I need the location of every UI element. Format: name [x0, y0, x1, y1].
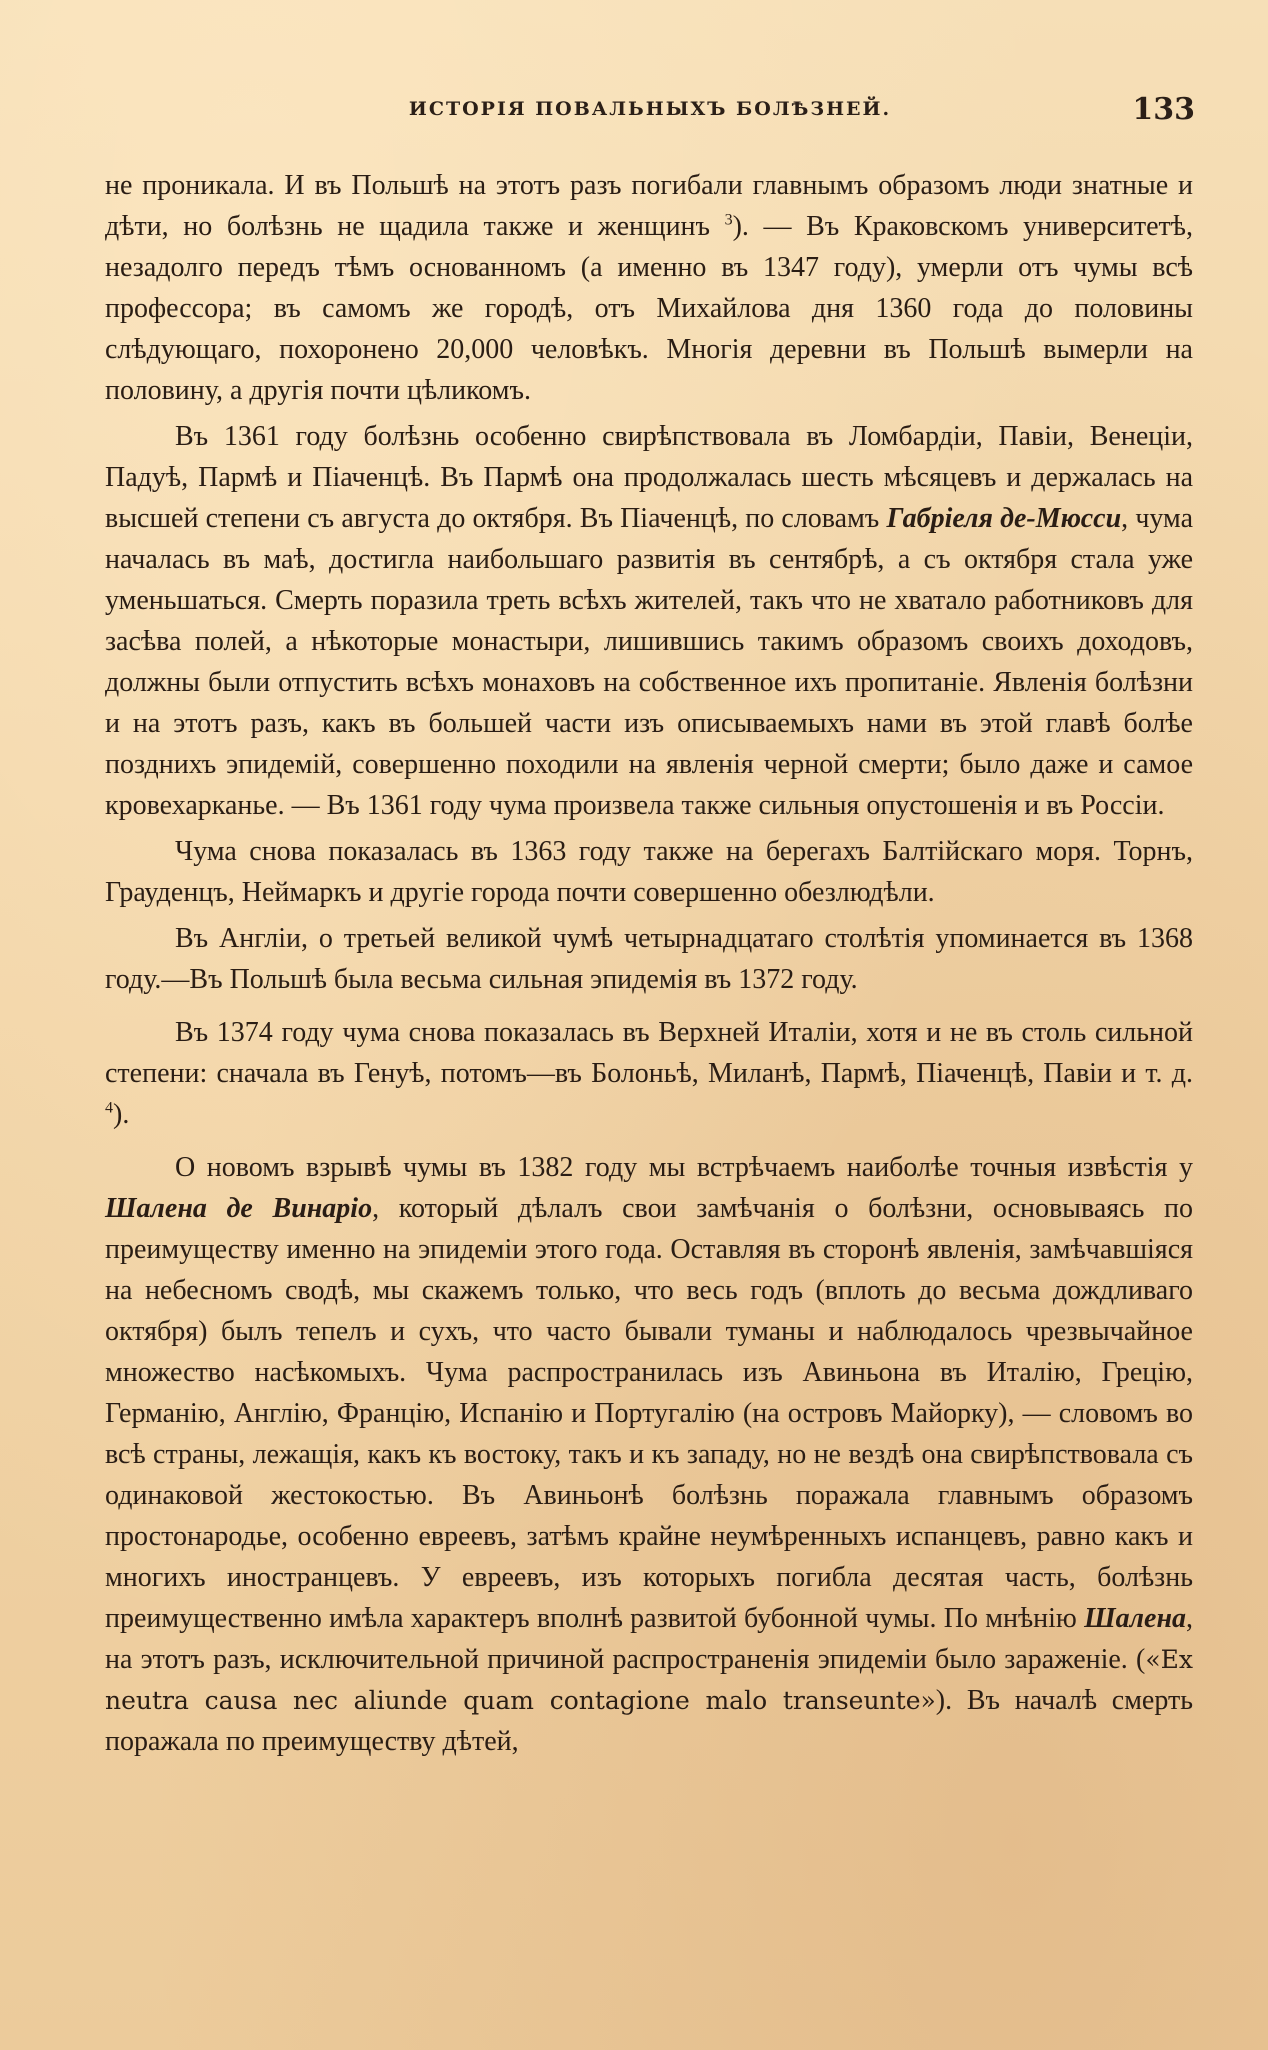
text-span: , который дѣлалъ свои замѣчанія о болѣзни, основываясь по преимуществу именно на эпидеміи этого года. Оставляя въ сторонѣ явленія, замѣчавшіяся на небесномъ сводѣ, мы скажемъ только, что весь годъ (вплоть до весьма дождливаго октября) былъ тепелъ и сухъ, что часто бывали туманы и наблюдалось чрезвычайное множество насѣкомыхъ. Чума распространилась изъ Авиньона въ Италію, Грецію, Германію, Англію, Францію, Испанію и Португалію (на островъ Майорку), — словомъ во всѣ страны, лежащія, какъ къ востоку, такъ и къ западу, но не вездѣ она свирѣпствовала съ одинаковой жестокостью. Въ Авиньонѣ болѣзнь поражала главнымъ образомъ простонародье, особенно евреевъ, затѣмъ крайне неумѣренныхъ испанцевъ, равно какъ и многихъ иностранцевъ. У евреевъ, изъ которыхъ погибла десятая часть, болѣзнь преимущественно имѣла характеръ вполнѣ развитой бубонной чумы. По мнѣнію	[105, 1193, 1193, 1634]
author-name: Габріеля де-Мюсси	[886, 503, 1122, 534]
paragraph	[105, 1147, 1193, 1762]
text-span: Въ 1361 году болѣзнь особенно свирѣпствовала въ Ломбардіи, Павіи, Венеціи, Падуѣ, Пармѣ и Піаченцѣ. Въ Пармѣ она продолжалась шесть мѣсяцевъ и держалась на высшей степени съ августа до октября. Въ Піаченцѣ, по словамъ	[105, 421, 1193, 534]
text-span: не проникала. И въ Польшѣ на этотъ разъ погибали главнымъ образомъ люди знатные и дѣти, но болѣзнь не щадила также и женщинъ	[105, 170, 1193, 242]
footnote-mark: 4	[105, 1099, 113, 1117]
paragraph	[105, 1012, 1193, 1135]
text-span: О новомъ взрывѣ чумы въ 1382 году мы встрѣчаемъ наиболѣе точныя извѣстія у	[175, 1152, 1193, 1183]
author-name: Шалена	[1084, 1603, 1186, 1634]
text-span: ).	[113, 1099, 130, 1130]
paragraph: Въ Англіи, о третьей великой чумѣ четырнадцатаго столѣтія упоминается въ 1368 году.—Въ Польшѣ была весьма сильная эпидемія въ 1372 году.	[105, 923, 1193, 995]
running-head	[105, 92, 1195, 132]
page-number: 133	[1132, 92, 1195, 127]
paragraph	[105, 416, 1193, 826]
paragraph	[105, 165, 1193, 411]
text-span: Въ 1374 году чума снова показалась въ Верхней Италіи, хотя и не въ столь сильной степени: сначала въ Генуѣ, потомъ—въ Болоньѣ, Миланѣ, Пармѣ, Піаченцѣ, Павіи и т. д.	[105, 1017, 1193, 1089]
paragraph: Чума снова показалась въ 1363 году также на берегахъ Балтійскаго моря. Торнъ, Грауденцъ, Неймаркъ и другіе города почти совершенно обезлюдѣли.	[105, 836, 1193, 908]
author-name: Шалена де Винаріо	[105, 1193, 373, 1224]
text-body	[105, 165, 1193, 1762]
text-span: ). Въ началѣ смерть поражала по преимуществу дѣтей,	[105, 1685, 1193, 1757]
text-span: , чума началась въ маѣ, достигла наибольшаго развитія въ сентябрѣ, а съ октября стала уже уменьшаться. Смерть поразила треть всѣхъ жителей, такъ что не хватало работниковъ для засѣва полей, а нѣкоторые монастыри, лишившись такимъ образомъ своихъ доходовъ, должны были отпустить всѣхъ монаховъ на собственное ихъ пропитаніе. Явленія болѣзни и на этотъ разъ, какъ въ большей части изъ описываемыхъ нами въ этой главѣ болѣе позднихъ эпидемій, совершенно походили на явленія черной смерти; было даже и самое кровехарканье. — Въ 1361 году чума произвела также сильныя опустошенія и въ Россіи.	[105, 503, 1193, 821]
text-span: ). — Въ Краковскомъ университетѣ, незадолго передъ тѣмъ основанномъ (а именно въ 1347 году), умерли отъ чумы всѣ профессора; въ самомъ же городѣ, отъ Михайлова дня 1360 года до половины слѣдующаго, похоронено 20,000 человѣкъ. Многія деревни въ Польшѣ вымерли на половину, а другія почти цѣликомъ.	[105, 211, 1193, 406]
footnote-mark: 3	[724, 211, 733, 229]
running-title: ИСТОРІЯ ПОВАЛЬНЫХЪ БОЛѢЗНЕЙ.	[408, 98, 892, 120]
latin-quote: «Ex neutra causa nec aliunde quam contagione malo transeunte»	[105, 1645, 1193, 1715]
text-span: , на этотъ разъ, исключительной причиной распространенія эпидеміи было зараженіе. (	[105, 1603, 1193, 1675]
